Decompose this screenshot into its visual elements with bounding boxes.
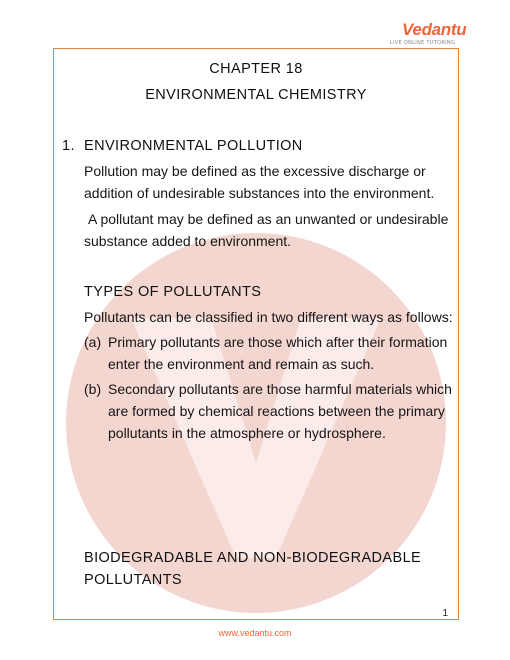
footer-url[interactable]: www.vedantu.com	[218, 628, 292, 638]
chapter-number: CHAPTER 18	[209, 61, 303, 77]
item-b-line-1: Secondary pollutants are those harmful materials which	[108, 381, 452, 397]
section-number: 1.	[62, 138, 75, 154]
item-a-line-2: enter the environment and remain as such.	[108, 356, 375, 372]
types-heading: TYPES OF POLLUTANTS	[84, 284, 262, 300]
pollutant-definition-line-2: substance added to environment.	[84, 233, 292, 249]
pollution-definition-line-2: addition of undesirable substances into the environment.	[84, 185, 435, 201]
vedantu-logo	[388, 20, 468, 50]
pollution-definition-line-1: Pollution may be defined as the excessive discharge or	[84, 163, 426, 179]
biodegradable-heading-line-2: POLLUTANTS	[84, 572, 183, 588]
page-number: 1	[442, 608, 448, 619]
item-b-line-3: pollutants in the atmosphere or hydrosphere.	[108, 425, 386, 441]
chapter-title: ENVIRONMENTAL CHEMISTRY	[145, 87, 367, 103]
logo-tagline: LIVE ONLINE TUTORING	[390, 40, 456, 46]
biodegradable-heading-line-1: BIODEGRADABLE AND NON-BIODEGRADABLE	[84, 550, 422, 566]
pollutant-definition-line-1: A pollutant may be defined as an unwanted or undesirable	[88, 211, 449, 227]
section-title: ENVIRONMENTAL POLLUTION	[84, 138, 303, 154]
types-intro: Pollutants can be classified in two different ways as follows:	[84, 309, 453, 325]
item-b-line-2: are formed by chemical reactions between the primary	[108, 403, 445, 419]
item-b-marker: (b)	[84, 381, 102, 397]
item-a-marker: (a)	[84, 334, 102, 350]
logo-text: Vedantu	[402, 20, 467, 39]
item-a-line-1: Primary pollutants are those which after their formation	[108, 334, 448, 350]
